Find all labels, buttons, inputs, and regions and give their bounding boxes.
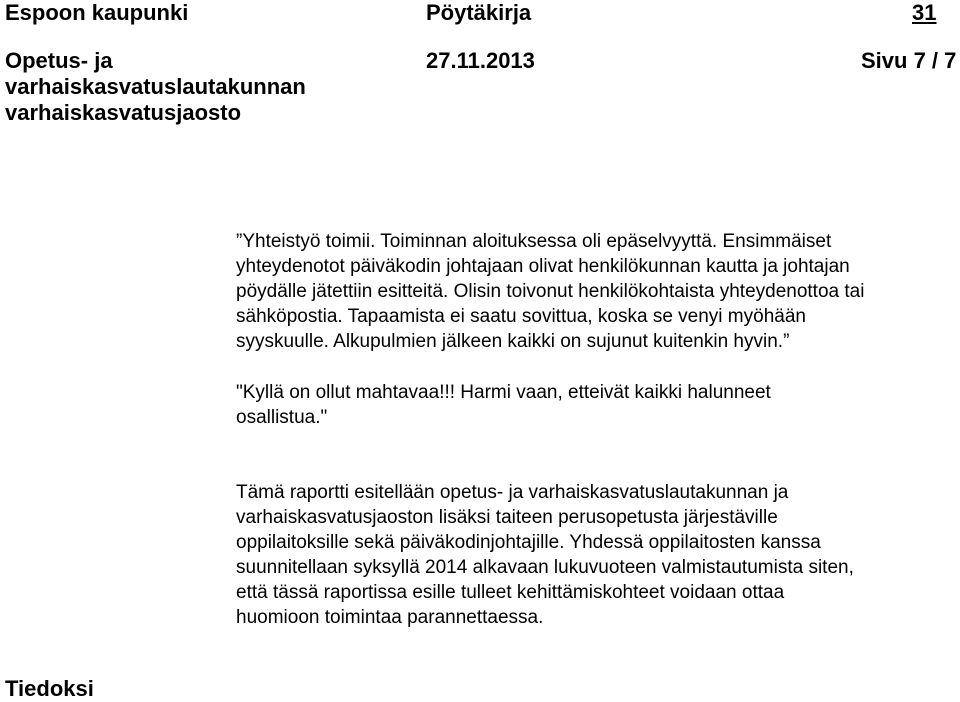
committee-name [5, 48, 325, 126]
report-paragraph [236, 480, 960, 630]
text-line: sähköpostia. Tapaamista ei saatu sovittua, koska se venyi myöhään [236, 306, 806, 327]
feedback-quote-1 [236, 229, 960, 354]
committee-line: Opetus- ja [5, 48, 113, 73]
committee-line: varhaiskasvatuslautakunnan [5, 74, 306, 99]
text-line: huomioon toimintaa parannettaessa. [236, 607, 544, 628]
text-line: yhteydenotot päiväkodin johtajaan olivat henkilökunnan kautta ja johtajan [236, 256, 850, 277]
text-line: varhaiskasvatusjaoston lisäksi taiteen perusopetusta järjestäville [236, 507, 778, 528]
feedback-quote-2 [236, 380, 960, 430]
document-type: Pöytäkirja [426, 0, 532, 25]
text-line: "Kyllä on ollut mahtavaa!!! Harmi vaan, etteivät kaikki halunneet [236, 382, 771, 403]
section-number: 31 [912, 0, 937, 25]
text-line: syyskuulle. Alkupulmien jälkeen kaikki on sujunut kuitenkin hyvin.” [236, 331, 790, 352]
organization-name: Espoon kaupunki [5, 0, 189, 25]
text-line: että tässä raportissa esille tulleet kehittämiskohteet voidaan ottaa [236, 582, 785, 603]
meeting-date: 27.11.2013 [426, 48, 535, 73]
text-line: osallistua." [236, 407, 328, 428]
text-line: ”Yhteistyö toimii. Toiminnan aloituksessa oli epäselvyyttä. Ensimmäiset [236, 231, 832, 252]
page-number: Sivu 7 / 7 [861, 48, 957, 73]
text-line: Tämä raportti esitellään opetus- ja varhaiskasvatuslautakunnan ja [236, 482, 789, 503]
text-line: oppilaitoksille sekä päiväkodinjohtajille. Yhdessä oppilaitosten kanssa [236, 532, 821, 553]
text-line: suunnitellaan syksyllä 2014 alkavaan lukuvuoteen valmistautumista siten, [236, 557, 854, 578]
committee-line: varhaiskasvatusjaosto [5, 100, 242, 125]
distribution-heading: Tiedoksi [5, 676, 94, 701]
text-line: pöydälle jätettiin esitteitä. Olisin toivonut henkilökohtaista yhteydenottoa tai [236, 281, 865, 302]
